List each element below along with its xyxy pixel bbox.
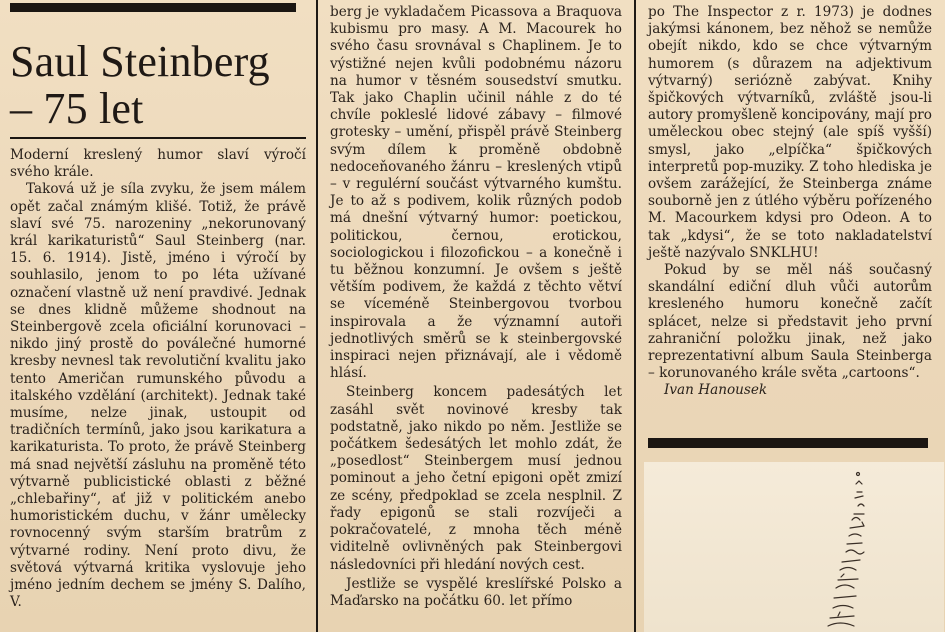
article-column-2 bbox=[318, 0, 634, 632]
paragraph: Pokud by se měl náš současný skandální ediční dluh vůči autorům kresleného humoru konečně začít splácet, nelze si představit jeho první zahraniční položku jinak, než jako reprezentativní album Saula Steinberga – korunovaného krále světa „cartoons“. bbox=[648, 262, 932, 382]
lead-paragraph: Moderní kreslený humor slaví výročí svého krále. bbox=[10, 147, 306, 181]
paragraph: Steinberg koncem padesátých let zasáhl svět novinové kresby tak podstatně, jako nikdo po něm. Jestliže se počátkem šedesátých let mohlo zdát, že „posedlost“ Steinbergem musí jednou pominout a jeho četní epigoni opět zmizí ze scény, předpoklad se zcela nesplnil. Z řady epigonů se stali rozvíječi a pokračovatelé, z mnoha těch méně viditelně ovlivněných pak Steinbergovi následovníci při hledání nových cest. bbox=[330, 384, 622, 573]
steinberg-drawing bbox=[644, 462, 944, 632]
title-rule bbox=[10, 137, 306, 139]
title-line-1: Saul Steinberg bbox=[10, 37, 270, 86]
bottom-rule bbox=[648, 438, 928, 448]
paragraph: Jestliže se vyspělé kreslířské Polsko a Maďarsko na počátku 60. let přímo bbox=[330, 575, 622, 609]
top-rule bbox=[10, 3, 296, 12]
title-line-2: – 75 let bbox=[10, 84, 144, 133]
paragraph: po The Inspector z r. 1973) je dodnes jakýmsi kánonem, bez něhož se nemůže obejít nikdo, kdo se chce výtvarným humorem (s důrazem na adjektivum výtvarný) seriózně zabývat. Knihy špičkových výtvarníků, zvláště jsou-li autory promyšleně koncipovány, mají pro uměleckou obec stejný (ale spíš vyšší) smysl, jako „elpíčka“ špičkových interpretů pop-muziky. Z toho hlediska je ovšem zarážející, že Steinberga známe souborně jen z útlého výběru pořízeného M. Macourkem kdysi pro Odeon. A to tak „kdysi“, že se toto nakladatelství ještě nazývalo SNKLHU! bbox=[648, 4, 932, 261]
author-signature: Ivan Hanousek bbox=[664, 382, 768, 399]
column-1-text bbox=[10, 147, 306, 611]
column-3-text bbox=[648, 4, 932, 400]
drawing-sketch-icon bbox=[644, 462, 944, 632]
article-column-1 bbox=[0, 0, 316, 632]
article-title bbox=[10, 38, 270, 132]
paragraph: Taková už je síla zvyku, že jsem málem opět začal známým klišé. Totiž, že právě slaví své 75. narozeniny „nekorunovaný král karikaturistů“ Saul Steinberg (nar. 15. 6. 1914). Jistě, jméno i výročí by souhlasilo, jenom to po léta užívané označení vlastně už není pravdivé. Jednak se dnes klidně můžeme shodnout na Steinbergově zcela oficiální korunovaci – nikdo jiný prostě do poválečné humorné kresby nevnesl tak revolutiční kvalitu jako tento Američan rumunského původu a italského vzdělání (architekt). Jednak také musíme, nelze jinak, ustoupit od tradičních termínů, jako jsou karikatura a karikaturista. To proto, že právě Steinberg má snad největší zásluhu na proměně této výtvarně publicistické oblasti z běžné „chlebařiny“, ať již v politickém anebo humoristickém duchu, v žánr umělecky rovnocenný svým starším bratrům z výtvarné rodiny. Není proto divu, že světová výtvarná kritika vyslovuje jeho jméno jedním dechem se jmény S. Dalího, V. bbox=[10, 181, 306, 611]
column-2-text bbox=[330, 4, 622, 610]
paragraph: berg je vykladačem Picassova a Braquova kubismu pro masy. A M. Macourek ho svého času srovnával s Chaplinem. Je to výstižné nejen kvůli podobnému názoru na humor v těsném sousedství smutku. Tak jako Chaplin učinil náhle z do té chvíle pokleslé lidové zábavy – filmové grotesky – umění, přispěl právě Steinberg svým dílem k proměně obdobně nedoceňovaného žánru – kreslených vtipů – v regulérní součást výtvarného kumštu. Je to až s podivem, kolik různých podob má dnešní výtvarný humor: poetickou, politickou, černou, erotickou, sociologickou i filozofickou – a konečně i tu běžnou konzumní. Je ovšem s ještě větším podivem, že každá z těchto větví se víceméně Steinbergovou tvorbou inspirovala a že významní autoři jednotlivých směrů se k steinbergovské inspiraci nejen přiznávají, ale i vědomě hlásí. bbox=[330, 4, 622, 382]
article-column-3 bbox=[636, 0, 945, 632]
